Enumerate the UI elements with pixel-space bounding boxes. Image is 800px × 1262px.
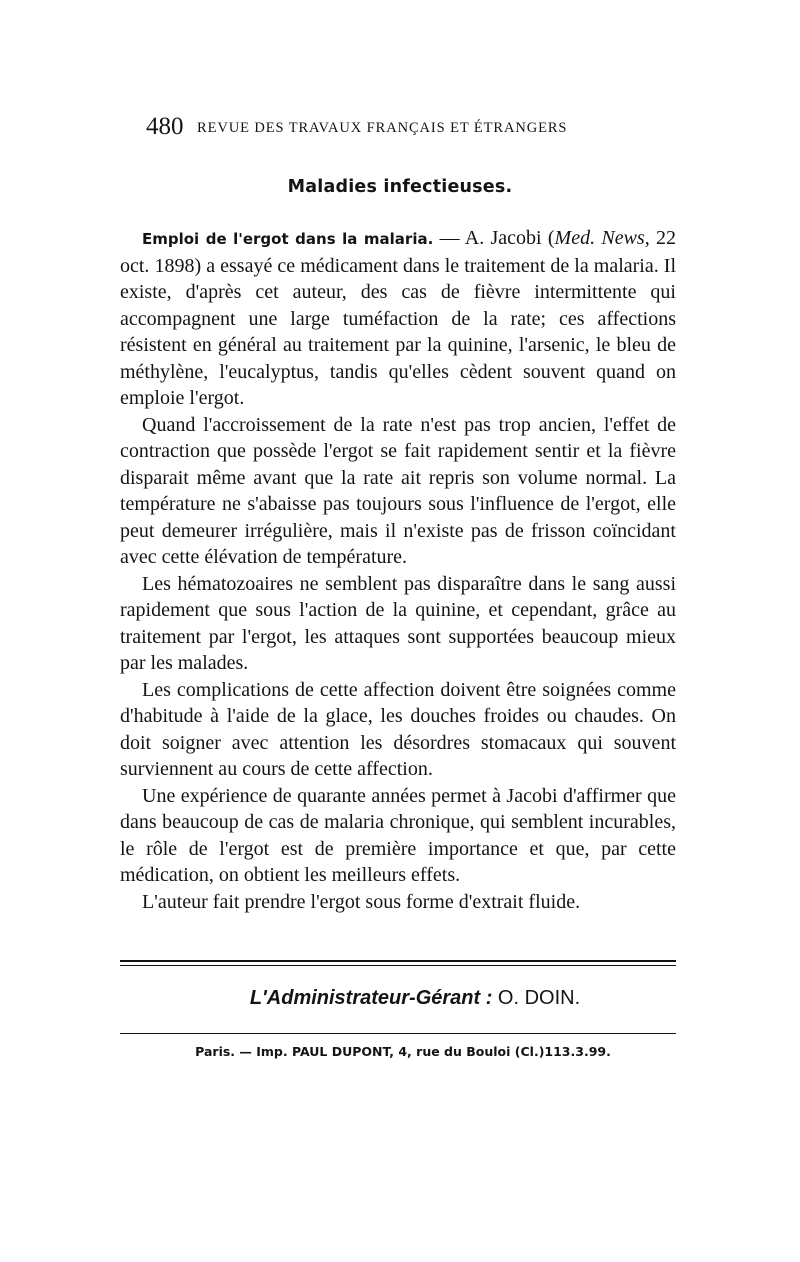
article-lead-text: — A. Jacobi (: [433, 227, 555, 249]
section-title: Maladies infectieuses.: [287, 177, 513, 197]
citation-journal: Med. News: [554, 227, 645, 249]
page-number: 480: [146, 113, 184, 140]
article-paragraph: Une expérience de quarante années permet à Jacobi d'affirmer que dans beaucoup de cas de malaria chronique, qui semblent incurables, le rôle de l'ergot est de première importance et que, par cette médication, on obtient les meilleurs effets.: [120, 784, 676, 886]
article-paragraph: L'auteur fait prendre l'ergot sous forme d'extrait fluide.: [142, 890, 581, 913]
journal-title: REVUE DES TRAVAUX FRANÇAIS ET ÉTRANGERS: [197, 120, 568, 136]
rule-divider: [120, 1033, 676, 1034]
double-rule-divider: [120, 960, 676, 966]
running-head: [146, 112, 676, 142]
article-lead-paragraph: [120, 225, 676, 412]
signature-name: O. DOIN.: [492, 987, 581, 1009]
signature-role: L'Administrateur-Gérant :: [249, 987, 493, 1009]
article-paragraph: Les complications de cette affection doivent être soignées comme d'habitude à l'aide de la glace, les douches froides ou chaudes. On doit soigner avec attention les désordres stomacaux qui souvent surviennent au cours de cette affection.: [120, 678, 676, 780]
article-body: [120, 225, 676, 915]
article-heading: Emploi de l'ergot dans la malaria.: [142, 230, 434, 248]
article-paragraph: Les hématozoaires ne semblent pas disparaître dans le sang aussi rapidement que sous l'action de la quinine, et cependant, grâce au traitement par l'ergot, les attaques sont supportées beaucoup mieux par les malades.: [120, 572, 676, 674]
signature-line: [0, 985, 800, 1011]
article-paragraph: Quand l'accroissement de la rate n'est pas trop ancien, l'effet de contraction que possède l'ergot se fait rapidement sentir et la fièvre disparait même avant que la rate ait repris son volume normal. La température ne s'abaisse pas toujours sous l'influence de l'ergot, elle peut demeurer irrégulière, mais il n'existe pas de frisson coïncidant avec cette élévation de température.: [120, 413, 676, 568]
article-lead-continuation: , 22 oct. 1898) a essayé ce médicament dans le traitement de la malaria. Il existe, d'après cet auteur, des cas de fièvre intermittente qui accompagnent une large tuméfaction de la rate; ces affections résistent en général au traitement par la quinine, l'arsenic, le bleu de méthylène, l'eucalyptus, tandis qu'elles cèdent souvent quand on emploie l'ergot.: [120, 227, 676, 409]
printer-imprint: Paris. — Imp. PAUL DUPONT, 4, rue du Bouloi (Cl.)113.3.99.: [195, 1044, 611, 1059]
